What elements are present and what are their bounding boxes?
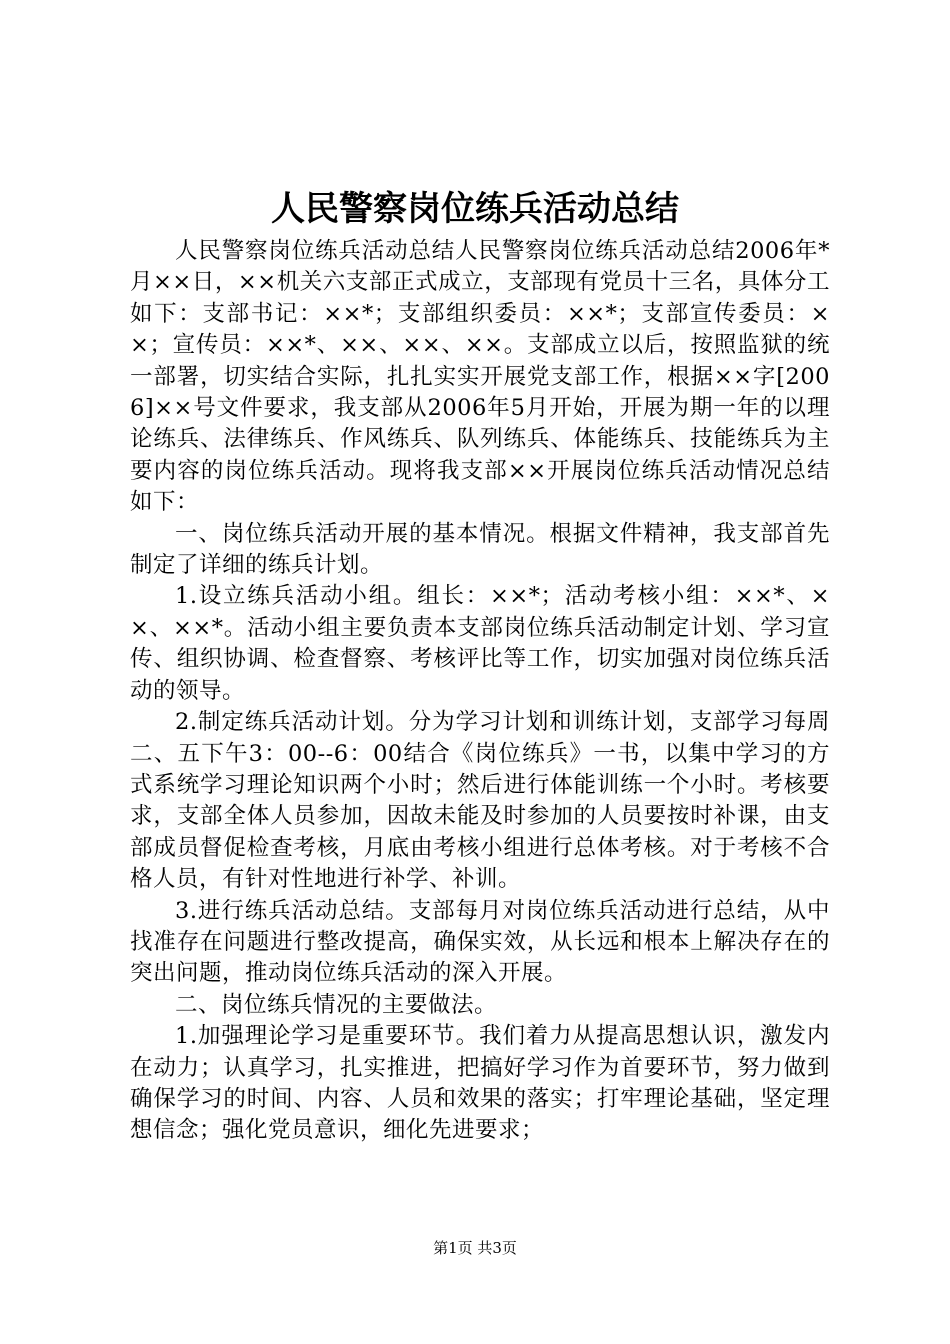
page-title: 人民警察岗位练兵活动总结 bbox=[271, 189, 679, 229]
paragraph-item-1-1: 1.设立练兵活动小组。组长：××*；活动考核小组：××*、××、××*。活动小组主要负责本支部岗位练兵活动制定计划、学习宣传、组织协调、检查督察、考核评比等工作，切实加强对岗位练兵活动的领导。 bbox=[130, 583, 830, 704]
paragraph-item-1-2: 2.制定练兵活动计划。分为学习计划和训练计划，支部学习每周二、五下午3：00--6：00结合《岗位练兵》一书，以集中学习的方式系统学习理论知识两个小时；然后进行体能训练一个小时。考核要求，支部全体人员参加，因故未能及时参加的人员要按时补课，由支部成员督促检查考核，月底由考核小组进行总体考核。对于考核不合格人员，有针对性地进行补学、补训。 bbox=[130, 709, 830, 893]
paragraph-intro: 人民警察岗位练兵活动总结人民警察岗位练兵活动总结2006年*月××日，××机关六支部正式成立，支部现有党员十三名，具体分工如下：支部书记：××*；支部组织委员：××*；支部宣传委员：××；宣传员：××*、××、××、××。支部成立以后，按照监狱的统一部署，切实结合实际，扎扎实实开展党支部工作，根据××字[2006]××号文件要求，我支部从2006年5月开始，开展为期一年的以理论练兵、法律练兵、作风练兵、队列练兵、体能练兵、技能练兵为主要内容的岗位练兵活动。现将我支部××开展岗位练兵活动情况总结如下： bbox=[130, 238, 830, 516]
paragraph-item-1-3: 3.进行练兵活动总结。支部每月对岗位练兵活动进行总结，从中找准存在问题进行整改提高，确保实效，从长远和根本上解决存在的突出问题，推动岗位练兵活动的深入开展。 bbox=[130, 897, 830, 987]
page-number-footer: 第1页 共3页 bbox=[433, 1239, 517, 1257]
document-body bbox=[130, 236, 830, 1147]
paragraph-item-2-1: 1.加强理论学习是重要环节。我们着力从提高思想认识，激发内在动力；认真学习，扎实推进，把搞好学习作为首要环节，努力做到确保学习的时间、内容、人员和效果的落实；打牢理论基础，坚定理想信念；强化党员意识，细化先进要求； bbox=[130, 1023, 830, 1144]
paragraph-section-1-heading: 一、岗位练兵活动开展的基本情况。根据文件精神，我支部首先制定了详细的练兵计划。 bbox=[130, 520, 830, 579]
paragraph-section-2-heading: 二、岗位练兵情况的主要做法。 bbox=[175, 991, 498, 1018]
